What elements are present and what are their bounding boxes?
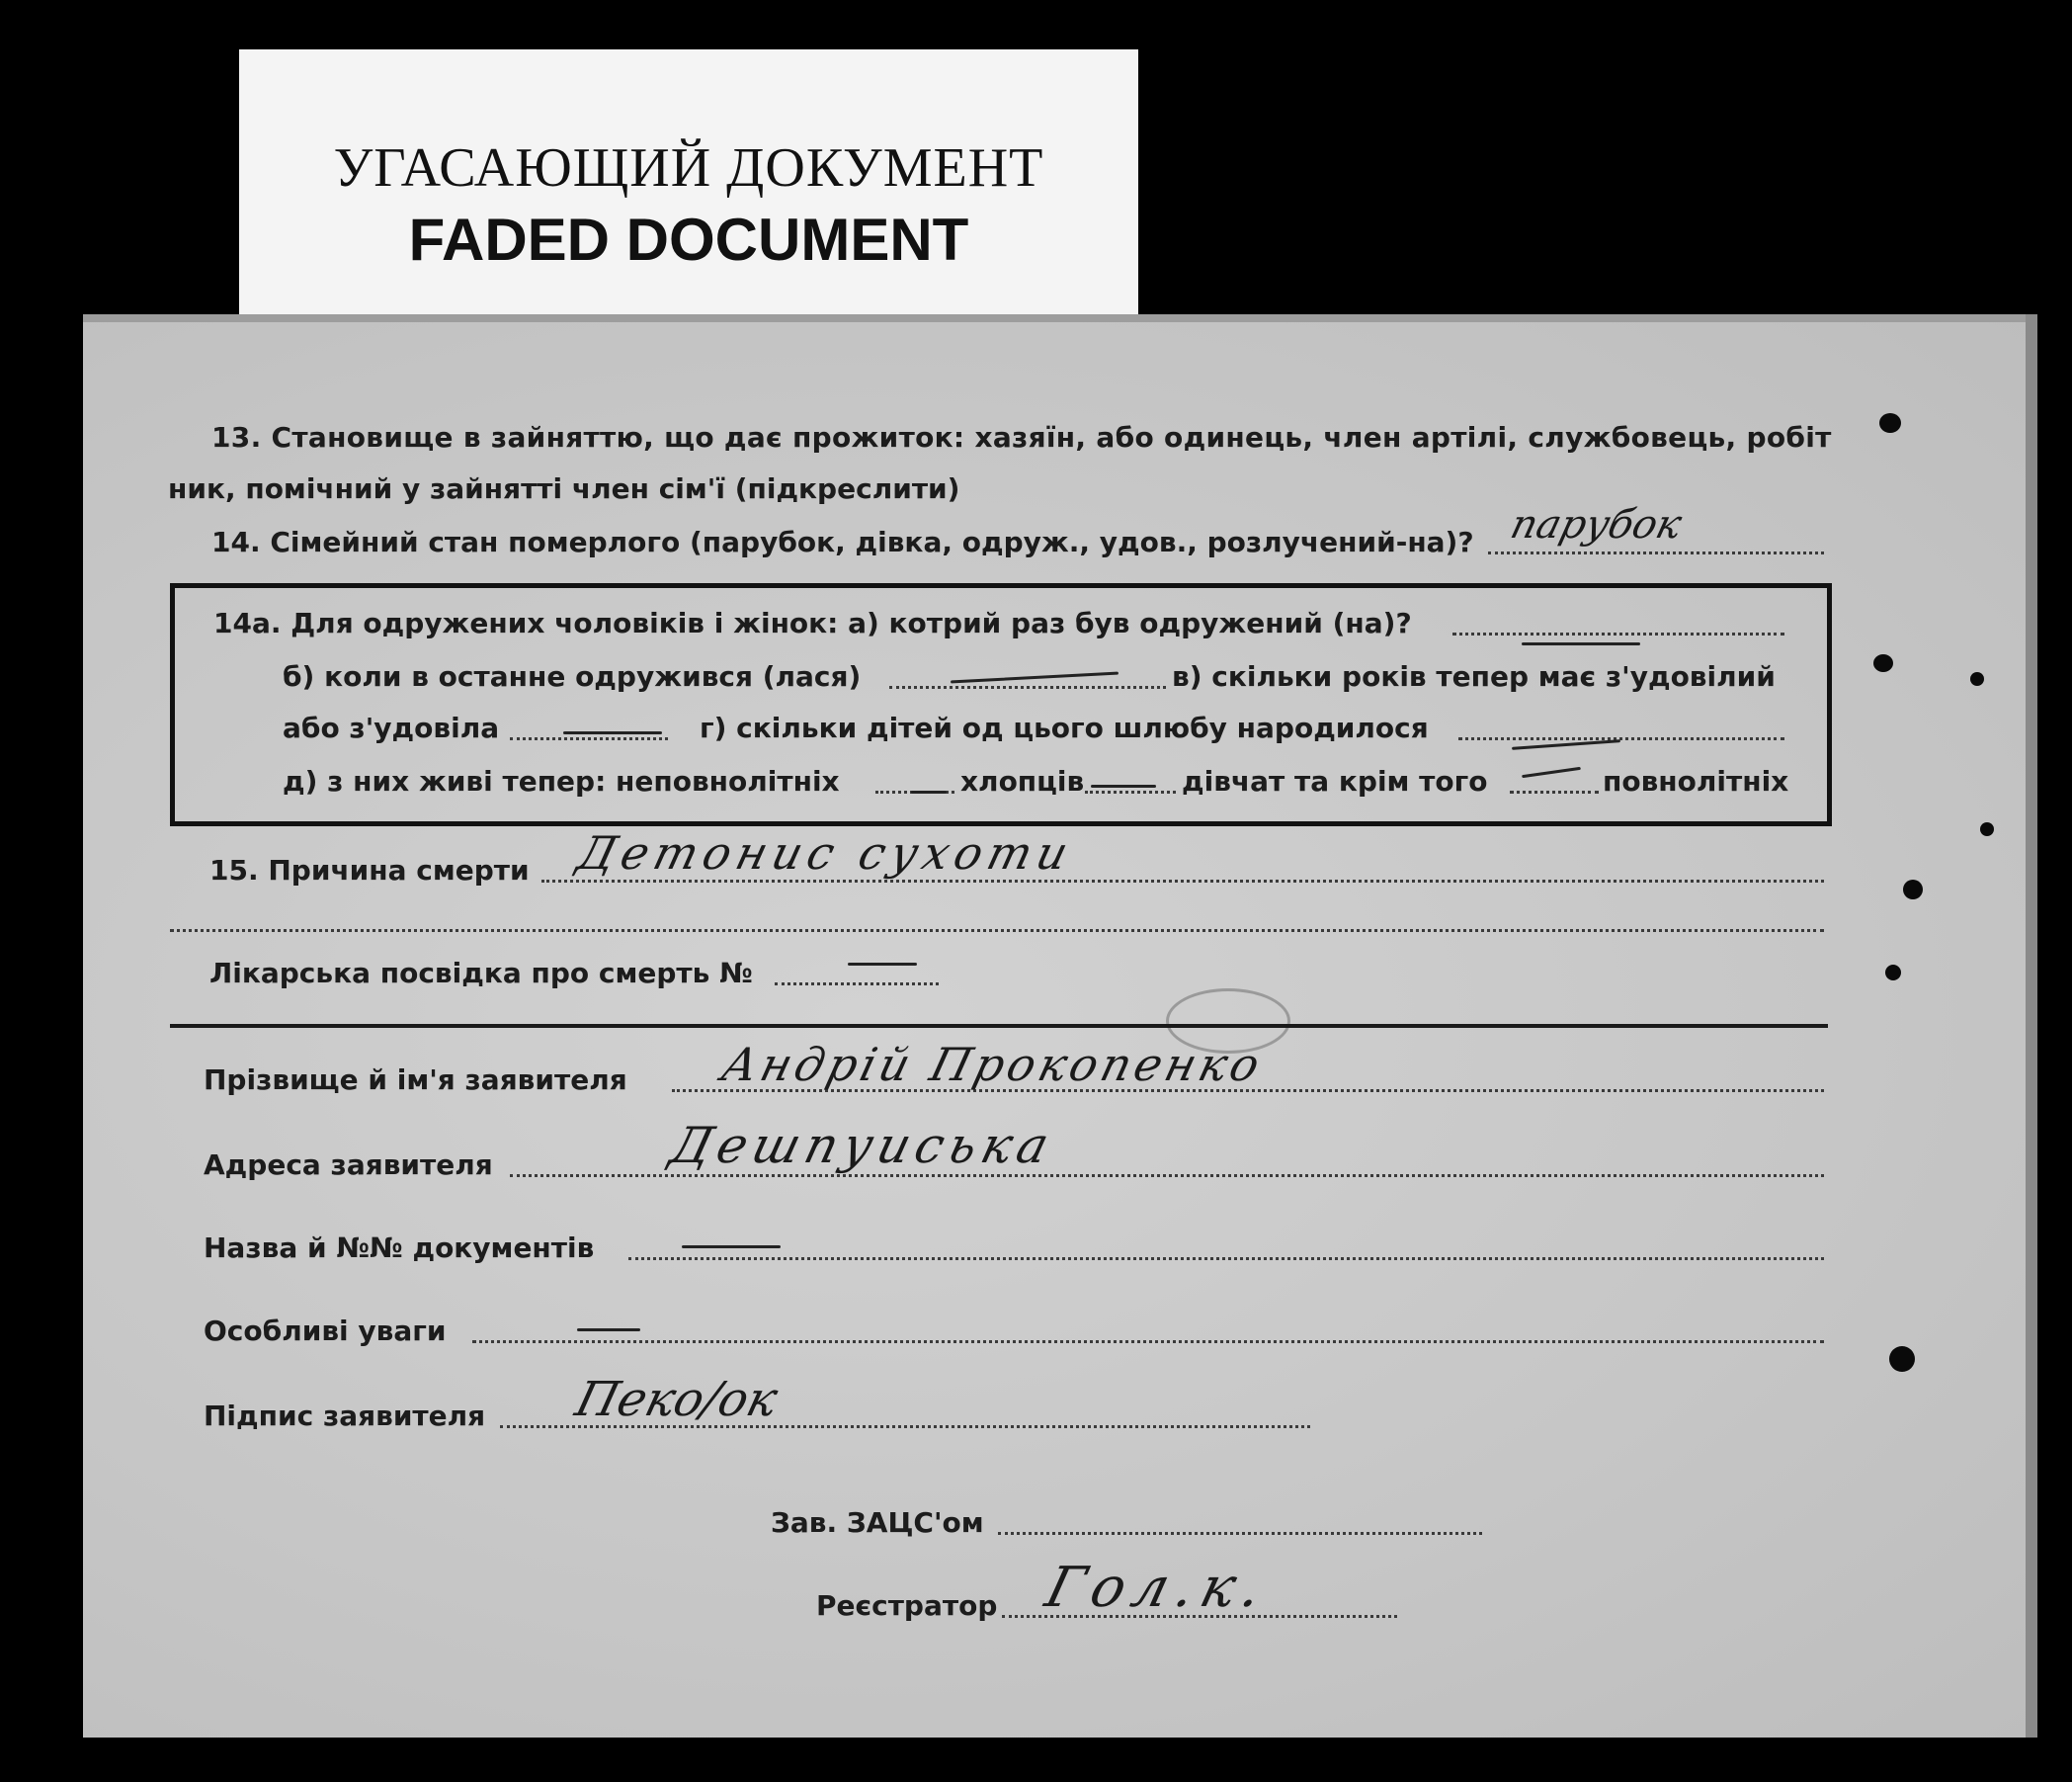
binding-hole [1885, 965, 1901, 980]
binding-hole [1873, 654, 1893, 672]
medical-certificate-label: Лікарська посвідка про смерть № [209, 957, 753, 989]
q14a-line3-dots-a [510, 737, 668, 740]
registrar-label: Реєстратор [816, 1589, 998, 1622]
q14a-line2-a: б) коли в останне одружився (лася) [283, 660, 862, 693]
signature-label: Підпис заявителя [204, 1400, 486, 1432]
q14-answer-line [1488, 552, 1824, 554]
q14a-line3-a: або з'удовіла [283, 712, 500, 744]
q15-answer: Детонис сухоти [572, 826, 1080, 880]
applicant-name-label: Прізвище й ім'я заявителя [204, 1063, 627, 1096]
q14a-line3-b: г) скільки дітей од цього шлюбу народилося [700, 712, 1429, 744]
head-line [998, 1532, 1482, 1535]
applicant-address-label: Адреса заявителя [204, 1148, 493, 1181]
q14a-line2-b: в) скільки років тепер має з'удовілий [1172, 660, 1776, 693]
q14-answer: парубок [1506, 502, 1687, 548]
sheet-top-fold [83, 314, 2026, 322]
binding-hole [1970, 672, 1984, 686]
faded-document-label [239, 49, 1138, 318]
applicant-signature: Пеко/ок [570, 1372, 784, 1427]
registrar-signature: Гол.к. [1038, 1556, 1277, 1620]
q14a-line4-dash-b [1091, 785, 1156, 788]
q14a-line4-b: хлопців [960, 765, 1085, 798]
q14a-line4-dots-c [1510, 791, 1599, 794]
label-russian: УГАСАЮЩИЙ ДОКУМЕНТ [333, 137, 1044, 199]
documents-line [628, 1257, 1824, 1260]
q13-line1: 13. Становище в зайняттю, що дає прожиток: хазяїн, або одинець, член артілі, службовець, робіт [211, 421, 1832, 454]
q14a-line4-c: дівчат та крім того [1182, 765, 1488, 798]
q15-answer-line [541, 880, 1824, 883]
q14a-line4-a: д) з них живі тепер: неповнолітніх [283, 765, 840, 798]
remarks-dash [577, 1328, 640, 1331]
documents-label: Назва й №№ документів [204, 1231, 595, 1264]
binding-hole [1879, 413, 1901, 433]
medical-certificate-line [775, 982, 939, 985]
binding-hole [1980, 822, 1994, 836]
q14a-line1-dots [1452, 633, 1784, 636]
medical-certificate-dash [848, 963, 917, 966]
q14a-line4-dots-b [1085, 791, 1176, 794]
binding-hole [1889, 1346, 1915, 1372]
q14a-line1: 14а. Для одружених чоловіків і жінок: а) котрий раз був одружений (на)? [213, 607, 1412, 639]
sheet-right-edge [2026, 314, 2037, 1738]
q14a-line3-dots-b [1458, 737, 1784, 740]
binding-hole [1903, 880, 1923, 899]
q14a-line4-dash-a [911, 791, 947, 794]
q15-second-line [170, 929, 1824, 932]
applicant-address-answer: Дешпуиська [664, 1117, 1061, 1174]
q14a-line2-dots [889, 686, 1166, 689]
q14-label: 14. Сімейний стан померлого (парубок, дівка, одруж., удов., розлучений-на)? [211, 526, 1474, 558]
q13-line2: ник, помічний у зайнятті член сім'ї (підкреслити) [168, 472, 960, 505]
applicant-name-answer: Андрій Прокопенко [716, 1038, 1270, 1091]
applicant-address-line [510, 1174, 1824, 1177]
q15-label: 15. Причина смерти [209, 854, 530, 887]
remarks-line [472, 1340, 1824, 1343]
remarks-label: Особливі уваги [204, 1315, 447, 1347]
q14a-line1-dash [1522, 642, 1640, 645]
q14a-line4-d: повнолітніх [1603, 765, 1789, 798]
documents-dash [682, 1245, 781, 1248]
head-label: Зав. ЗАЦС'ом [771, 1506, 984, 1539]
section-divider [170, 1024, 1828, 1028]
q14a-line3-dash [563, 731, 662, 734]
label-english: FADED DOCUMENT [408, 207, 969, 273]
